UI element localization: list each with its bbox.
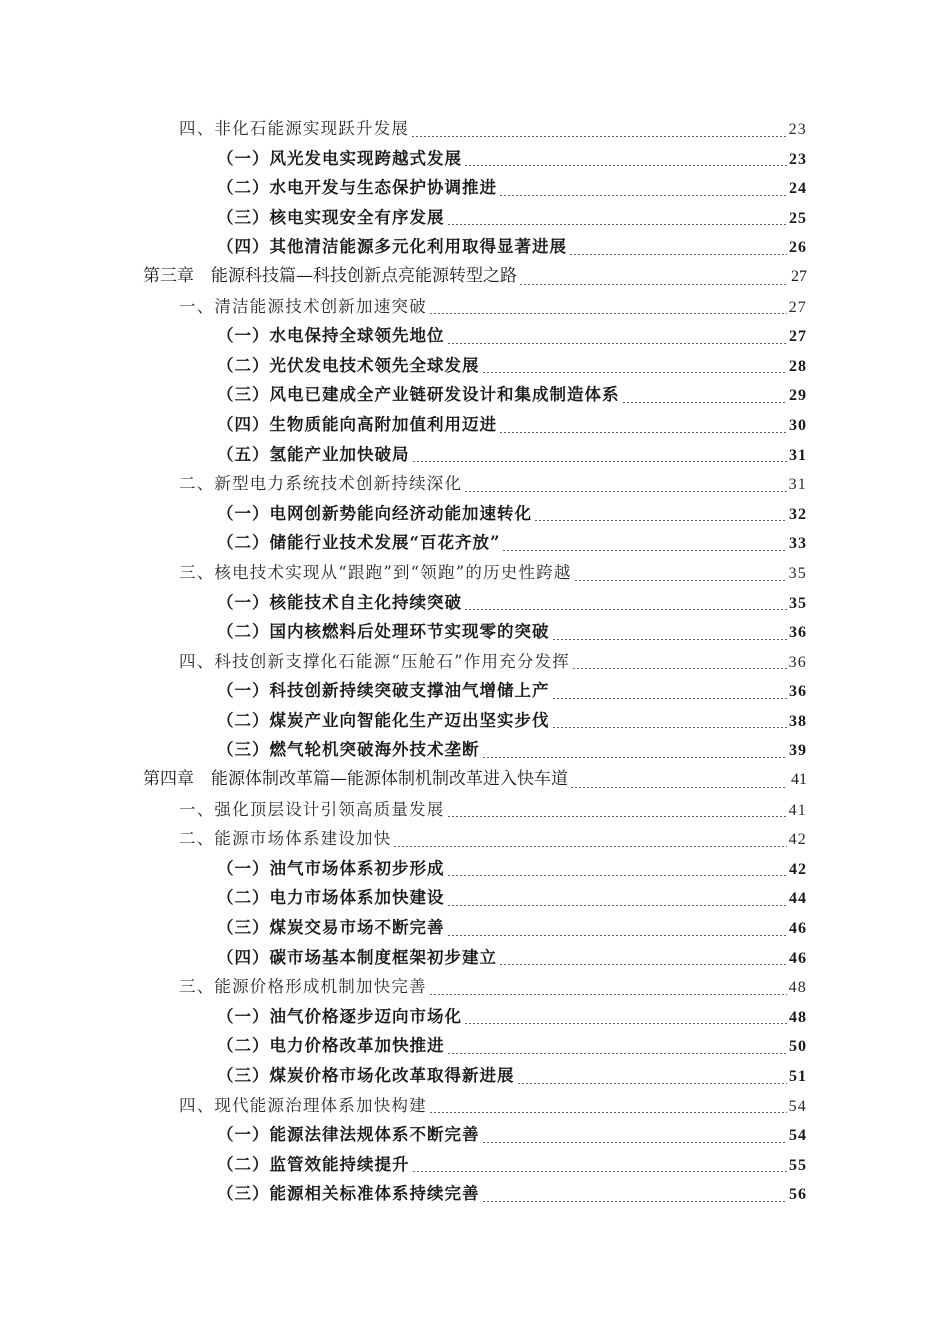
dot-leader <box>393 846 786 847</box>
toc-page-number: 31 <box>789 446 807 464</box>
toc-page-number: 27 <box>788 298 807 316</box>
dot-leader <box>429 1112 787 1113</box>
toc-subsection-entry[interactable] <box>143 528 807 558</box>
toc-subsection-entry[interactable] <box>143 883 807 913</box>
toc-page-number: 36 <box>788 653 807 671</box>
toc-subsection-entry[interactable] <box>143 203 807 233</box>
toc-section-entry[interactable] <box>143 1091 807 1121</box>
toc-subsection-entry[interactable] <box>143 173 807 203</box>
toc-page-number: 50 <box>789 1038 807 1056</box>
toc-entry-title: 一、强化顶层设计引领高质量发展 <box>179 799 445 819</box>
toc-section-entry[interactable] <box>143 795 807 825</box>
toc-page-number: 54 <box>788 1097 807 1115</box>
dot-leader <box>572 668 787 669</box>
toc-entry-title: （三）能源相关标准体系持续完善 <box>217 1184 480 1204</box>
toc-entry-title: （五）氢能产业加快破局 <box>217 444 410 464</box>
toc-entry-title: （四）其他清洁能源多元化利用取得显著进展 <box>217 237 567 257</box>
toc-page-number: 24 <box>789 180 807 198</box>
dot-leader <box>482 757 788 758</box>
toc-page-number: 36 <box>789 683 807 701</box>
toc-page-number: 54 <box>789 1127 807 1145</box>
dot-leader <box>574 580 787 581</box>
dot-leader <box>412 1171 788 1172</box>
toc-subsection-entry[interactable] <box>143 854 807 884</box>
dot-leader <box>552 727 788 728</box>
toc-entry-title: 三、能源价格形成机制加快完善 <box>179 977 427 997</box>
toc-page-number: 48 <box>789 1008 807 1026</box>
dot-leader <box>464 609 787 610</box>
dot-leader <box>570 787 787 788</box>
toc-page-number: 23 <box>789 150 807 168</box>
toc-page-number: 46 <box>789 949 807 967</box>
toc-entry-title: （一）风光发电实现跨越式发展 <box>217 148 462 168</box>
dot-leader <box>411 136 786 137</box>
toc-subsection-entry[interactable] <box>143 321 807 351</box>
toc-entry-title: （二）电力市场体系加快建设 <box>217 888 445 908</box>
toc-chapter-entry[interactable] <box>143 765 807 795</box>
dot-leader <box>412 461 788 462</box>
toc-page-number: 27 <box>791 267 807 285</box>
toc-page-number: 48 <box>788 979 807 997</box>
toc-subsection-entry[interactable] <box>143 380 807 410</box>
toc-subsection-entry[interactable] <box>143 1002 807 1032</box>
toc-page-number: 26 <box>789 239 807 257</box>
toc-entry-title: 四、非化石能源实现跃升发展 <box>179 119 410 138</box>
dot-leader <box>519 284 787 285</box>
toc-section-entry[interactable] <box>143 114 807 144</box>
toc-entry-title: （三）煤炭价格市场化改革取得新进展 <box>217 1066 515 1085</box>
dot-leader <box>464 165 787 166</box>
dot-leader <box>622 402 788 403</box>
dot-leader <box>447 816 787 817</box>
dot-leader <box>517 1083 788 1084</box>
dot-leader <box>429 994 787 995</box>
toc-subsection-entry[interactable] <box>143 1150 807 1180</box>
toc-entry-title: （三）煤炭交易市场不断完善 <box>217 918 445 938</box>
dot-leader <box>552 639 788 640</box>
toc-page-number: 46 <box>789 920 807 938</box>
toc-page-number: 23 <box>788 121 807 138</box>
toc-subsection-entry[interactable] <box>143 440 807 470</box>
toc-page-number: 42 <box>788 831 807 849</box>
toc-page-number: 36 <box>789 624 807 642</box>
toc-entry-title: （一）油气价格逐步迈向市场化 <box>217 1006 462 1026</box>
toc-subsection-entry[interactable] <box>143 1120 807 1150</box>
toc-entry-title: （一）科技创新持续突破支撑油气增储上产 <box>217 681 550 701</box>
toc-section-entry[interactable] <box>143 469 807 499</box>
dot-leader <box>447 343 788 344</box>
toc-entry-title: （四）碳市场基本制度框架初步建立 <box>217 947 497 967</box>
dot-leader <box>482 372 788 373</box>
toc-subsection-entry[interactable] <box>143 499 807 529</box>
toc-subsection-entry[interactable] <box>143 1061 807 1091</box>
dot-leader <box>447 875 788 876</box>
toc-entry-title: 四、现代能源治理体系加快构建 <box>179 1095 427 1115</box>
toc-page-number: 27 <box>789 328 807 346</box>
toc-entry-title: （一）电网创新势能向经济动能加速转化 <box>217 503 532 523</box>
toc-subsection-entry[interactable] <box>143 1031 807 1061</box>
toc-subsection-entry[interactable] <box>143 735 807 765</box>
toc-page-number: 41 <box>791 771 807 789</box>
toc-section-entry[interactable] <box>143 558 807 588</box>
toc-subsection-entry[interactable] <box>143 232 807 262</box>
toc-entry-title: （二）监管效能持续提升 <box>217 1154 410 1174</box>
toc-entry-title: （一）油气市场体系初步形成 <box>217 858 445 878</box>
toc-entry-title: 二、能源市场体系建设加快 <box>179 829 392 849</box>
toc-chapter-entry[interactable] <box>143 262 807 292</box>
toc-entry-title: （一）能源法律法规体系不断完善 <box>217 1125 480 1145</box>
toc-subsection-entry[interactable] <box>143 588 807 618</box>
toc-page-number: 55 <box>789 1156 807 1174</box>
toc-entry-title: （一）水电保持全球领先地位 <box>217 326 445 346</box>
toc-page-number: 38 <box>789 712 807 730</box>
toc-entry-title: 第三章 能源科技篇—科技创新点亮能源转型之路 <box>143 265 517 286</box>
toc-page-number: 41 <box>788 801 807 819</box>
dot-leader <box>447 224 788 225</box>
toc-page-number: 28 <box>789 357 807 375</box>
toc-entry-title: （二）光伏发电技术领先全球发展 <box>217 355 480 375</box>
dot-leader <box>429 313 787 314</box>
table-of-contents <box>143 114 807 1209</box>
toc-page-number: 56 <box>789 1186 807 1204</box>
toc-subsection-entry[interactable] <box>143 351 807 381</box>
toc-page-number: 30 <box>789 416 807 434</box>
toc-entry-title: （二）国内核燃料后处理环节实现零的突破 <box>217 622 550 642</box>
toc-page-number: 29 <box>789 387 807 405</box>
toc-entry-title: 第四章 能源体制改革篇—能源体制机制改革进入快车道 <box>143 769 568 790</box>
toc-entry-title: （二）储能行业技术发展“百花齐放” <box>217 533 501 553</box>
toc-section-entry[interactable] <box>143 647 807 677</box>
dot-leader <box>552 698 788 699</box>
toc-entry-title: （二）煤炭产业向智能化生产迈出坚实步伐 <box>217 710 550 730</box>
toc-section-entry[interactable] <box>143 824 807 854</box>
dot-leader <box>502 550 787 551</box>
toc-entry-title: （一）核能技术自主化持续突破 <box>217 592 462 612</box>
dot-leader <box>482 1201 788 1202</box>
toc-entry-title: （四）生物质能向高附加值利用迈进 <box>217 414 497 434</box>
toc-page-number: 33 <box>789 535 807 553</box>
dot-leader <box>447 905 788 906</box>
toc-page-number: 51 <box>789 1068 807 1085</box>
dot-leader <box>447 1053 788 1054</box>
dot-leader <box>499 195 787 196</box>
toc-page-number: 35 <box>789 594 807 612</box>
toc-subsection-entry[interactable] <box>143 617 807 647</box>
dot-leader <box>499 432 787 433</box>
toc-subsection-entry[interactable] <box>143 410 807 440</box>
toc-page-number: 44 <box>789 890 807 908</box>
toc-subsection-entry[interactable] <box>143 913 807 943</box>
toc-subsection-entry[interactable] <box>143 676 807 706</box>
toc-page-number: 39 <box>789 742 807 760</box>
toc-entry-title: 三、核电技术实现从“跟跑”到“领跑”的历史性跨越 <box>179 562 572 582</box>
toc-entry-title: （三）核电实现安全有序发展 <box>217 207 445 227</box>
toc-entry-title: （三）风电已建成全产业链研发设计和集成制造体系 <box>217 385 620 405</box>
dot-leader <box>464 491 786 492</box>
toc-entry-title: （二）水电开发与生态保护协调推进 <box>217 178 497 198</box>
dot-leader <box>482 1142 788 1143</box>
toc-entry-title: （三）燃气轮机突破海外技术垄断 <box>217 740 480 760</box>
toc-page-number: 42 <box>789 860 807 878</box>
toc-page-number: 35 <box>788 564 807 582</box>
toc-page-number: 25 <box>789 209 807 227</box>
toc-section-entry[interactable] <box>143 972 807 1002</box>
toc-entry-title: 四、科技创新支撑化石能源“压舱石”作用充分发挥 <box>179 651 570 671</box>
toc-entry-title: （二）电力价格改革加快推进 <box>217 1036 445 1056</box>
toc-subsection-entry[interactable] <box>143 144 807 174</box>
dot-leader <box>569 254 787 255</box>
dot-leader <box>499 964 787 965</box>
toc-entry-title: 二、新型电力系统技术创新持续深化 <box>179 474 463 494</box>
toc-subsection-entry[interactable] <box>143 706 807 736</box>
toc-section-entry[interactable] <box>143 292 807 322</box>
dot-leader <box>534 520 787 521</box>
toc-entry-title: 一、清洁能源技术创新加速突破 <box>179 296 427 316</box>
dot-leader <box>464 1023 787 1024</box>
toc-subsection-entry[interactable] <box>143 943 807 973</box>
toc-page-number: 32 <box>789 505 807 523</box>
toc-page-number: 31 <box>788 476 807 494</box>
dot-leader <box>447 935 788 936</box>
toc-subsection-entry[interactable] <box>143 1179 807 1209</box>
